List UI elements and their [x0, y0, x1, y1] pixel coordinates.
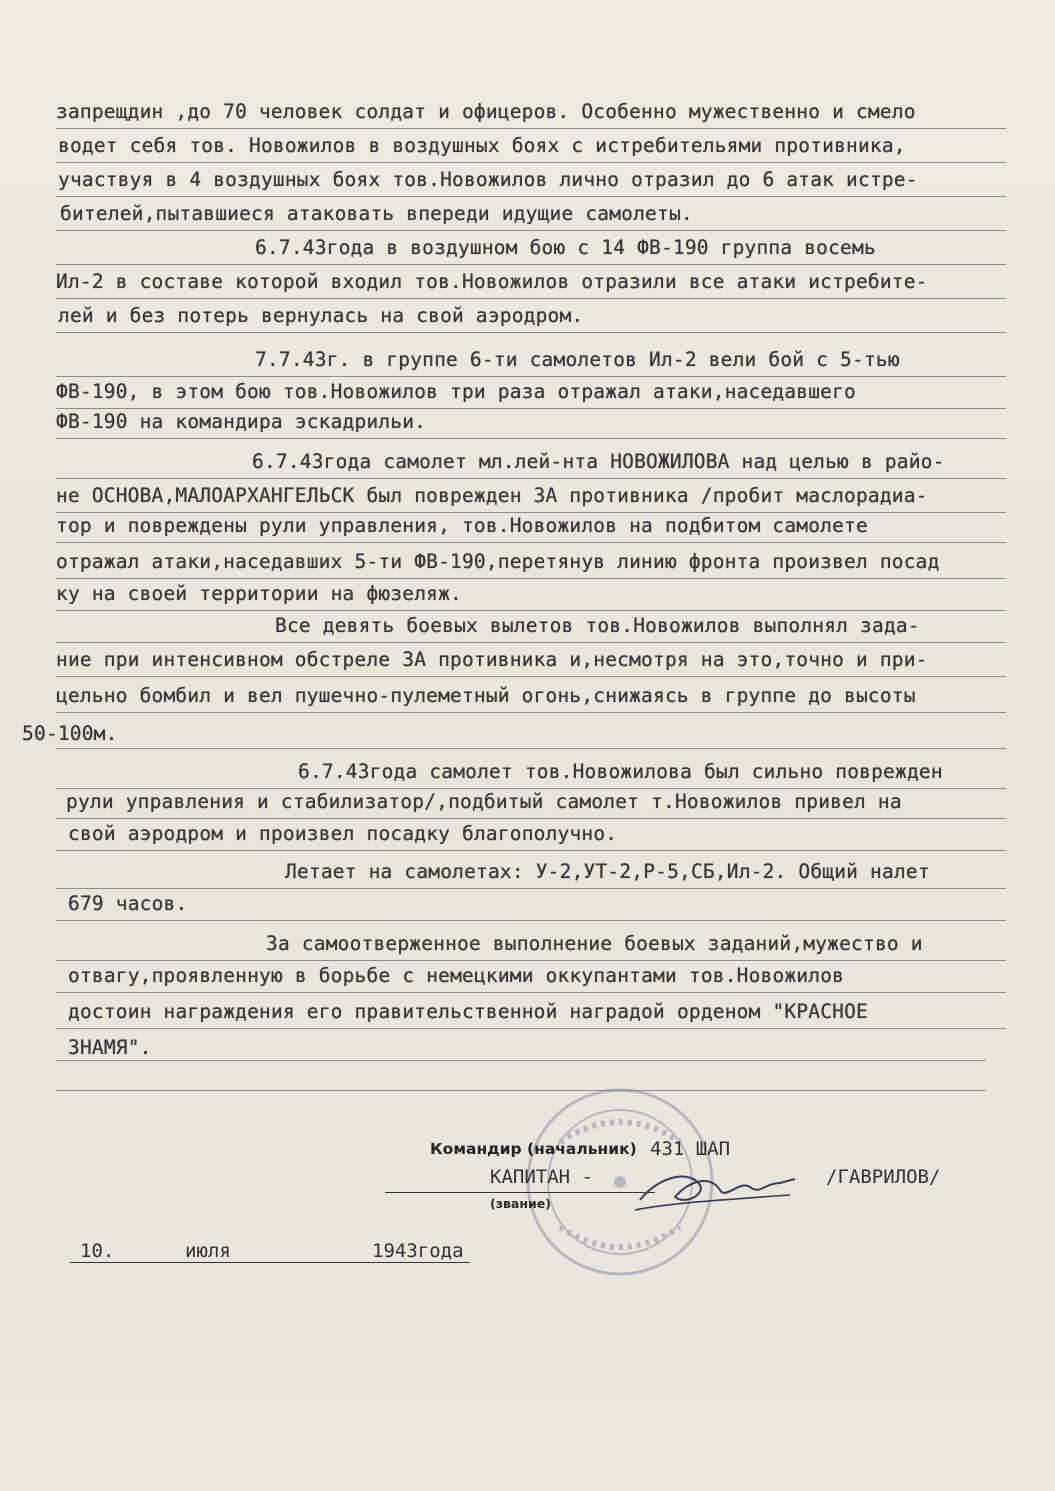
underline-rule — [56, 960, 1006, 961]
text-line: ЗНАМЯ". — [68, 1036, 152, 1059]
text-line: цельно бомбил и вел пушечно-пулеметный огонь,снижаясь в группе до высоты — [56, 684, 916, 707]
underline-rule — [56, 748, 1006, 749]
underline-rule — [56, 578, 1006, 579]
rank-caption: (звание) — [490, 1196, 551, 1211]
underline-rule — [56, 162, 1006, 163]
text-line: За самоотверженное выполнение боевых заданий,мужество и — [266, 932, 923, 955]
rank-typed: КАПИТАН - — [490, 1166, 593, 1188]
underline-rule — [56, 438, 1006, 439]
underline-rule — [56, 376, 1006, 377]
underline-rule — [56, 992, 1006, 993]
text-line: участвуя в 4 воздушных боях тов.Новожилов лично отразил до 6 атак истре- — [58, 168, 918, 191]
text-line: достоин награждения его правительственной наградой орденом "КРАСНОЕ — [68, 1000, 868, 1023]
underline-rule — [56, 196, 1006, 197]
underline-rule — [56, 478, 1006, 479]
text-line: 6.7.43года самолет мл.лей-нта НОВОЖИЛОВА над целью в райо- — [252, 450, 945, 473]
text-line: рули управления и стабилизатор/,подбитый самолет т.Новожилов привел на — [66, 790, 902, 813]
date-year: 1943года — [372, 1240, 464, 1262]
text-line: Ил-2 в составе которой входил тов.Новожилов отразили все атаки истребите- — [56, 270, 928, 293]
underline-rule — [56, 512, 1006, 513]
commander-label: Командир (начальник) — [430, 1140, 637, 1158]
text-line: ку на своей территории на фюзеляж. — [56, 582, 462, 605]
underline-rule — [56, 712, 1006, 713]
underline-rule — [56, 1028, 1006, 1029]
date-rule — [70, 1262, 470, 1263]
text-line: Все девять боевых вылетов тов.Новожилов выполнял зада- — [275, 614, 920, 637]
underline-rule — [56, 850, 1006, 851]
signature-icon — [630, 1155, 800, 1225]
rank-rule — [385, 1192, 655, 1193]
text-line: ФВ-190 на командира эскадрильи. — [56, 410, 427, 433]
unit-name: 431 ШАП — [650, 1138, 731, 1160]
underline-rule — [56, 408, 1006, 409]
underline-rule — [56, 888, 1006, 889]
text-line: ние при интенсивном обстреле ЗА противника и,несмотря на это,точно и при- — [56, 648, 928, 671]
underline-rule — [56, 920, 1006, 921]
text-line: тор и повреждены рули управления, тов.Новожилов на подбитом самолете — [56, 514, 868, 537]
underline-rule — [56, 610, 1006, 611]
text-line: свой аэродром и произвел посадку благополучно. — [68, 822, 618, 845]
text-line: отражал атаки,наседавших 5-ти ФВ-190,перетянув линию фронта произвел посад — [56, 550, 940, 573]
underline-rule — [56, 788, 1006, 789]
signer-name: /ГАВРИЛОВ/ — [826, 1166, 941, 1188]
date-month: июля — [185, 1240, 231, 1262]
text-line: ФВ-190, в этом бою тов.Новожилов три раза отражал атаки,наседавшего — [56, 380, 856, 403]
underline-rule — [56, 818, 1006, 819]
text-line: водет себя тов. Новожилов в воздушных боях с истребительями противника, — [58, 134, 906, 157]
text-line: не ОСНОВА,МАЛОАРХАНГЕЛЬСК был поврежден ЗА противника /пробит маслорадиа- — [56, 484, 928, 507]
underline-rule — [56, 642, 1006, 643]
underline-rule — [56, 264, 1006, 265]
underline-rule — [56, 332, 1006, 333]
underline-rule — [56, 542, 1006, 543]
underline-rule — [56, 230, 1006, 231]
text-line: 679 часов. — [68, 892, 188, 915]
text-line: Летает на самолетах: У-2,УТ-2,Р-5,СБ,Ил-2. Общий налет — [285, 860, 930, 883]
text-line: 6.7.43года самолет тов.Новожилова был сильно поврежден — [298, 760, 943, 783]
underline-rule — [56, 1060, 986, 1061]
text-line: 6.7.43года в воздушном бою с 14 ФВ-190 группа восемь — [255, 236, 876, 259]
text-line: запрещдин ,до 70 человек солдат и офицеров. Особенно мужественно и смело — [56, 100, 916, 123]
text-line: 7.7.43г. в группе 6-ти самолетов Ил-2 вели бой с 5-тью — [255, 348, 900, 371]
text-line: бителей,пытавшиеся атаковать впереди идущие самолеты. — [60, 202, 693, 225]
text-line: отвагу,проявленную в борьбе с немецкими оккупантами тов.Новожилов — [68, 964, 845, 987]
underline-rule — [56, 128, 1006, 129]
text-line: 50-100м. — [22, 722, 118, 745]
underline-rule — [56, 676, 1006, 677]
underline-rule — [56, 298, 1006, 299]
text-line: лей и без потерь вернулась на свой аэродром. — [58, 304, 584, 327]
date-day: 10. — [80, 1240, 115, 1262]
